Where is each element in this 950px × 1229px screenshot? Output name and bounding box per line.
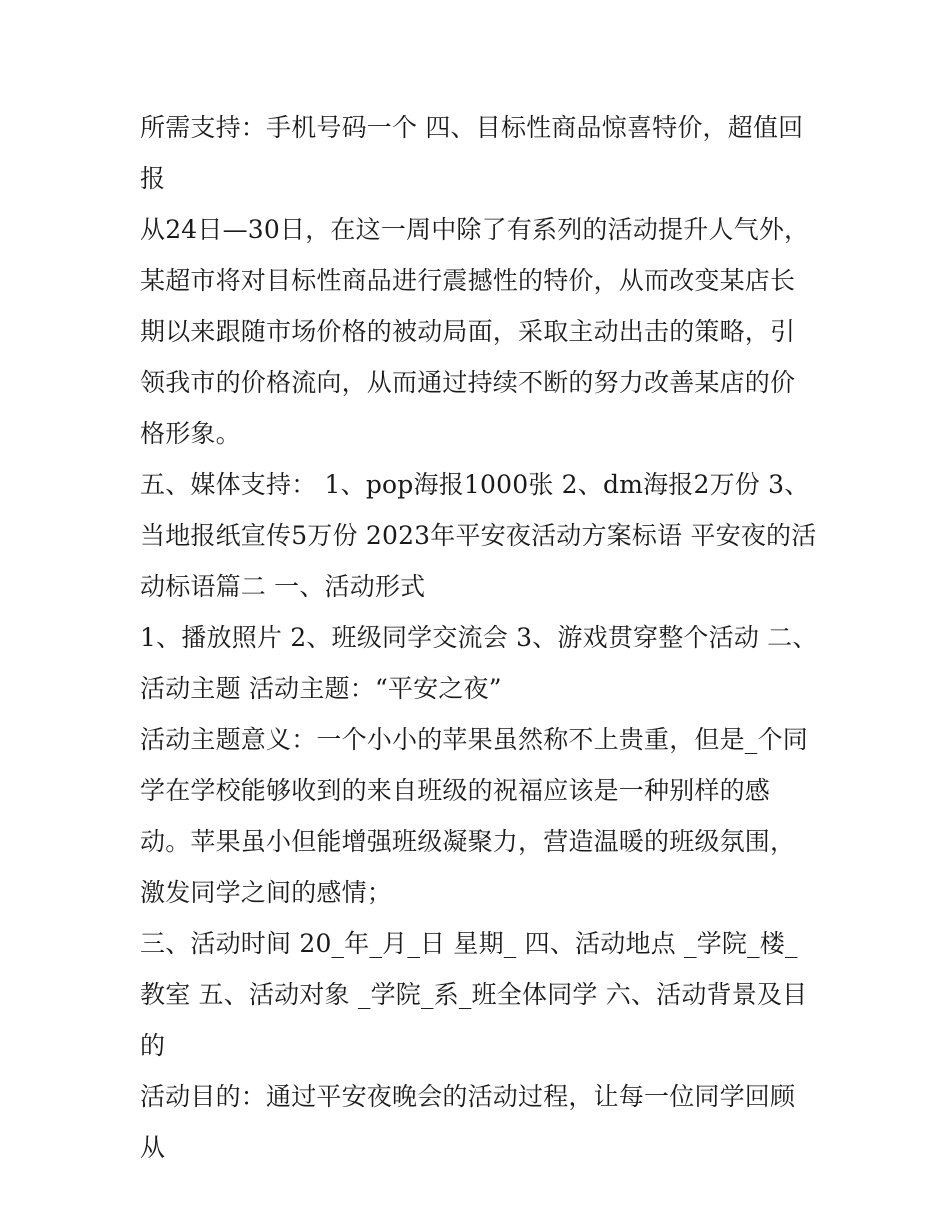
paragraph-time-place-audience: 三、活动时间 20_年_月_日 星期_ 四、活动地点 _学院_楼_教室 五、活动对象 _学院_系_班全体同学 六、活动背景及目的: [140, 929, 808, 1060]
paragraph-theme-meaning: 活动主题意义：一个小小的苹果虽然称不上贵重，但是_个同学在学校能够收到的来自班级的祝福应该是一种别样的感动。苹果虽小但能增强班级凝聚力，营造温暖的班级氛围，激发同学之间的感情；: [140, 725, 808, 907]
paragraph-support-and-special-price: 所需支持：手机号码一个 四、目标性商品惊喜特价，超值回报: [140, 113, 804, 193]
document-body: [140, 102, 820, 1173]
paragraph-activity-purpose: 活动目的：通过平安夜晚会的活动过程，让每一位同学回顾从: [140, 1082, 796, 1162]
paragraph-media-support: 五、媒体支持： 1、pop海报1000张 2、dm海报2万份 3、当地报纸宣传5万份 2023年平安夜活动方案标语 平安夜的活动标语篇二 一、活动形式: [140, 470, 817, 601]
paragraph-special-price-details: 从24日—30日，在这一周中除了有系列的活动提升人气外，某超市将对目标性商品进行震撼性的特价，从而改变某店长期以来跟随市场价格的被动局面，采取主动出击的策略，引领我市的价格流向，从而通过持续不断的努力改善某店的价格形象。: [140, 215, 810, 448]
paragraph-activity-form-and-theme: 1、播放照片 2、班级同学交流会 3、游戏贯穿整个活动 二、活动主题 活动主题：“平安之夜”: [140, 623, 818, 703]
